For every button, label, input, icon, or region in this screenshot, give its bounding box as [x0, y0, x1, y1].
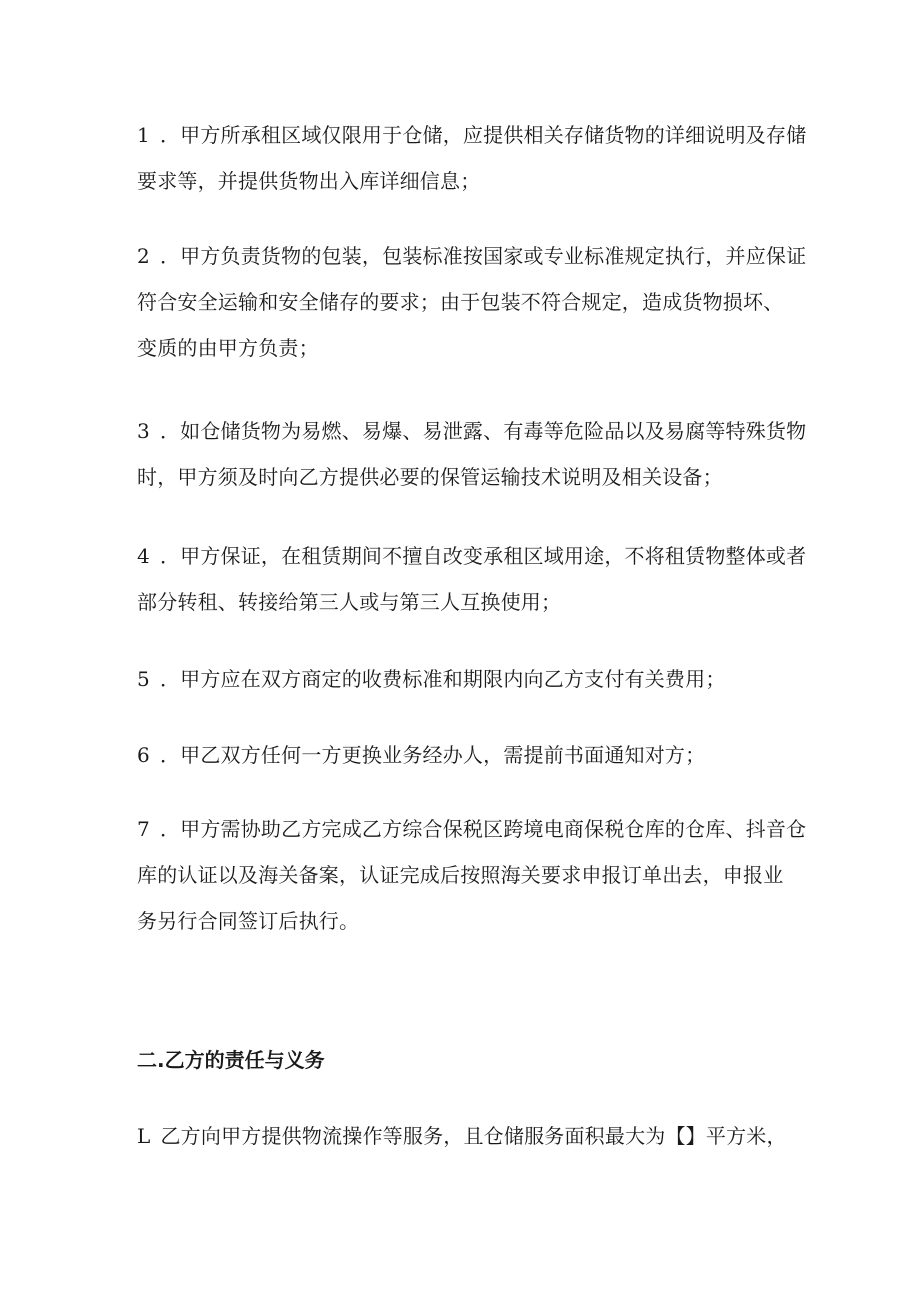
section-two-clause-1-number: L — [137, 1124, 151, 1148]
clause-2-line-2: 符合安全运输和安全储存的要求；由于包装不符合规定，造成货物损坏、 — [137, 290, 784, 314]
clause-5-number: 5 — [137, 667, 150, 691]
clause-7 — [137, 806, 807, 944]
clause-4-line-2: 部分转租、转接给第三人或与第三人互换使用； — [137, 590, 562, 614]
clause-2-number: 2 — [137, 244, 150, 268]
clause-3-line-1: 3 ．如仓储货物为易燃、易爆、易泄露、有毒等危险品以及易腐等特殊货物 — [137, 419, 807, 443]
clause-1-line-2: 要求等，并提供货物出入库详细信息； — [137, 169, 481, 193]
clause-3-number: 3 — [137, 419, 150, 443]
clause-1-number: 1 — [137, 123, 150, 147]
clause-7-line-3: 务另行合同签订后执行。 — [137, 909, 360, 933]
clause-2-line-1: 2 ．甲方负责货物的包装，包装标准按国家或专业标准规定执行，并应保证 — [137, 244, 807, 268]
clause-4-number: 4 — [137, 544, 150, 568]
clause-3 — [137, 408, 807, 500]
clause-6 — [137, 732, 797, 778]
clause-6-number: 6 — [137, 743, 150, 767]
clause-6-line-1: 6 ．甲乙双方任何一方更换业务经办人，需提前书面通知对方； — [137, 743, 706, 767]
clause-4-line-1: 4 ．甲方保证，在租赁期间不擅自改变承租区域用途，不将租赁物整体或者 — [137, 544, 807, 568]
clause-2 — [137, 233, 807, 371]
clause-5 — [137, 656, 797, 702]
clause-1-line-1: 1 ．甲方所承租区域仅限用于仓储，应提供相关存储货物的详细说明及存储 — [137, 123, 807, 147]
clause-3-line-2: 时，甲方须及时向乙方提供必要的保管运输技术说明及相关设备； — [137, 465, 723, 489]
clause-7-number: 7 — [137, 817, 150, 841]
clause-7-line-1: 7 ．甲方需协助乙方完成乙方综合保税区跨境电商保税仓库的仓库、抖音仓 — [137, 817, 807, 841]
clause-1 — [137, 112, 807, 204]
section-two-clause-1 — [137, 1113, 797, 1159]
clause-7-line-2: 库的认证以及海关备案，认证完成后按照海关要求申报订单出去，申报业 — [137, 863, 784, 887]
section-two-clause-1-line-1: L 乙方向甲方提供物流操作等服务，且仓储服务面积最大为【】平方米， — [137, 1124, 787, 1148]
clause-4 — [137, 533, 807, 625]
section-two-heading: 二.乙方的责任与义务 — [137, 1048, 325, 1072]
clause-2-line-3: 变质的由甲方负责； — [137, 336, 319, 360]
clause-5-line-1: 5 ．甲方应在双方商定的收费标准和期限内向乙方支付有关费用； — [137, 667, 726, 691]
